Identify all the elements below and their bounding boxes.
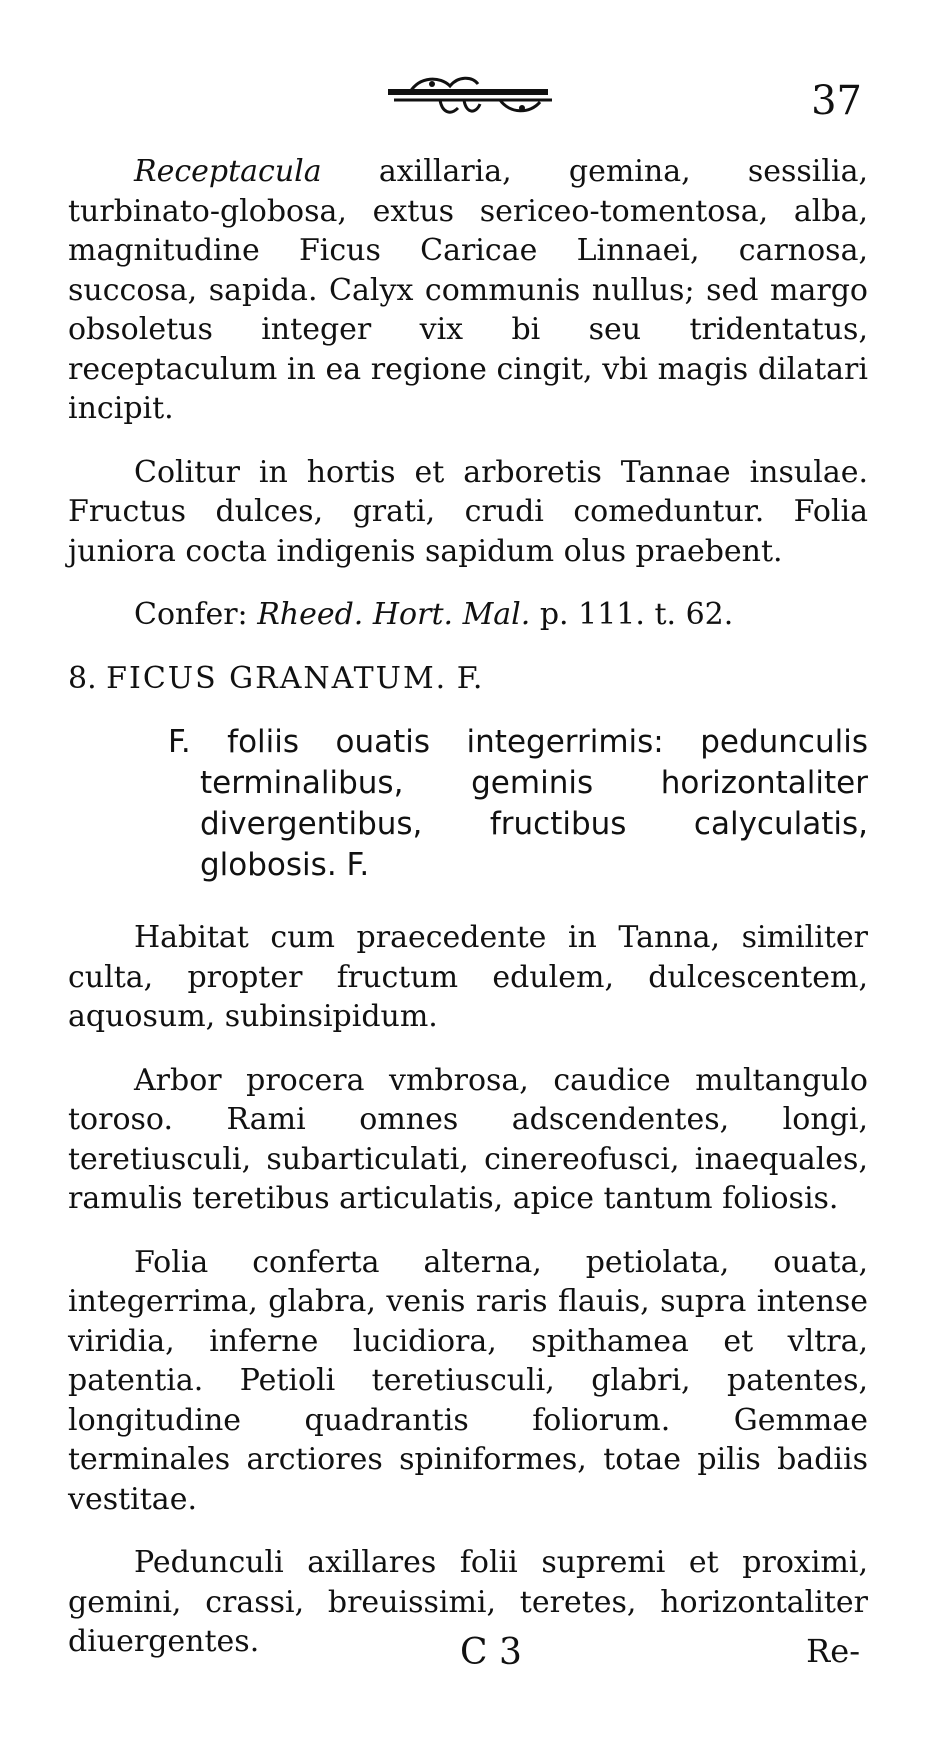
paragraph-receptacula — [68, 152, 868, 429]
page-body — [68, 152, 868, 1686]
species-name: FICUS GRANATUM. — [106, 660, 448, 696]
reference-locus: p. 111. t. 62. — [530, 597, 734, 632]
catchword: Re- — [806, 1632, 860, 1670]
paragraph-arbor: Arbor procera vmbrosa, caudice multangulo toroso. Rami omnes adscendentes, longi, teretiusculi, subarticulati, cinereofusci, inaequales, ramulis teretibus articulatis, apice tantum foliosis. — [68, 1062, 868, 1216]
confer-label: Confer: — [134, 597, 258, 632]
signature-mark: C 3 — [460, 1632, 522, 1673]
species-number: 8. — [68, 660, 97, 696]
species-heading — [68, 659, 868, 699]
reference-title: Rheed. Hort. Mal. — [257, 597, 531, 632]
lead-word: Receptacula — [134, 154, 322, 189]
printer-ornament-icon — [380, 72, 560, 122]
page-footer — [0, 1632, 930, 1682]
page-header — [0, 72, 930, 124]
paragraph-text: axillaria, gemina, sessilia, turbinato-globosa, extus sericeo-tomentosa, alba, magnitudine Ficus Caricae Linnaei, carnosa, succosa, sapida. Calyx communis nullus; sed margo obsoletus integer vix bi seu tridentatus, receptaculum in ea regione cingit, vbi magis dilatari incipit. — [68, 154, 868, 426]
paragraph-pedunculi: Pedunculi axillares folii supremi et proximi, gemini, crassi, breuissimi, teretes, horizontaliter diuergentes. — [68, 1545, 868, 1659]
paragraph-colitur: Colitur in hortis et arboretis Tannae insulae. Fructus dulces, grati, crudi comeduntur. Folia juniora cocta indigenis sapidum olus praebent. — [68, 454, 868, 569]
paragraph-habitat: Habitat cum praecedente in Tanna, similiter culta, propter fructum edulem, dulcescentem, aquosum, subinsipidum. — [68, 920, 868, 1034]
paragraph-confer — [68, 595, 868, 635]
page-number: 37 — [811, 78, 862, 124]
species-author: F. — [456, 660, 483, 696]
species-diagnosis: F. foliis ouatis integerrimis: pedunculis terminalibus, geminis horizontaliter divergentibus, fructibus calyculatis, globosis. F. — [168, 724, 868, 883]
paragraph-folia: Folia conferta alterna, petiolata, ouata, integerrima, glabra, venis raris flauis, supra intense viridia, inferne lucidiora, spithamea et vltra, patentia. Petioli teretiusculi, glabri, patentes, longitudine quadrantis foliorum. Gemmae terminales arctiores spiniformes, totae pilis badiis vestitae. — [68, 1244, 868, 1517]
